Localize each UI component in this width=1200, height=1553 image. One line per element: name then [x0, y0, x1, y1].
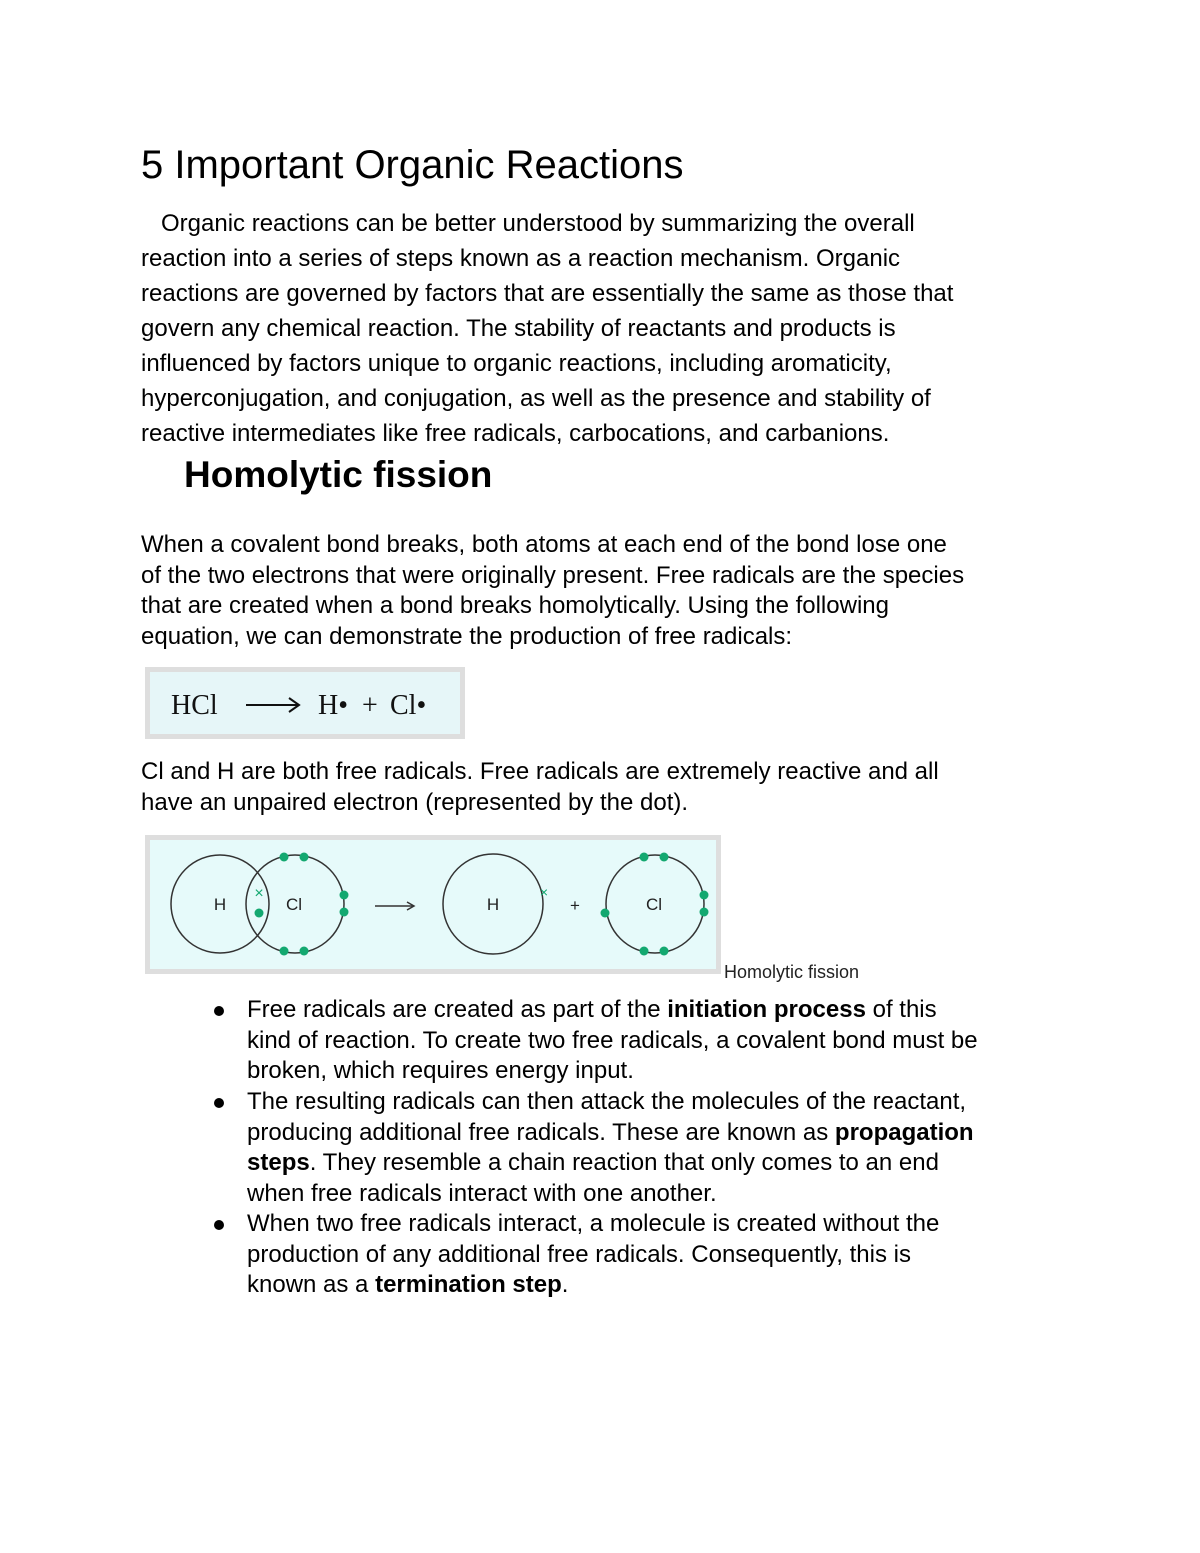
reaction-arrow-icon: [246, 698, 299, 712]
bullet-line: The resulting radicals can then attack the molecules of the reactant,: [247, 1088, 967, 1115]
bold-term: termination step: [375, 1271, 562, 1298]
electron-dot: [700, 908, 709, 917]
paragraph-line: When a covalent bond breaks, both atoms at each end of the bond lose one: [141, 531, 947, 558]
electron-dot: [255, 909, 264, 918]
electron-dots: [255, 853, 709, 956]
bullet-line: production of any additional free radicals. Consequently, this is: [247, 1240, 911, 1268]
electron-dot: [700, 891, 709, 900]
bullet-line: known as a termination step.: [247, 1271, 569, 1298]
homolytic-paragraph: [141, 530, 1141, 652]
electron-dot: [280, 853, 289, 862]
bullet-text: [247, 1087, 1097, 1209]
figure-caption: Homolytic fission: [724, 962, 860, 982]
radicals-paragraph: [141, 757, 1141, 818]
h-atom-label: H: [213, 895, 227, 914]
paragraph-line: of the two electrons that were originally present. Free radicals are the species: [141, 561, 965, 589]
intro-line: reaction into a series of steps known as a reaction mechanism. Organic: [141, 245, 901, 272]
intro-line: hyperconjugation, and conjugation, as well as the presence and stability of: [141, 385, 931, 412]
electron-dot: [640, 853, 649, 862]
intro-line: reactive intermediates like free radicals, carbocations, and carbanions.: [141, 420, 890, 447]
intro-line: Organic reactions can be better understood by summarizing the overall: [141, 210, 915, 237]
paragraph-line: have an unpaired electron (represented by the dot).: [141, 788, 689, 816]
electron-diagram-svg: [150, 840, 716, 969]
bullet-dot-icon: [214, 1220, 224, 1230]
h-radical-label: H: [486, 895, 500, 914]
intro-line: govern any chemical reaction. The stability of reactants and products is: [141, 315, 896, 342]
bullet-dot-icon: [214, 1098, 224, 1108]
shared-electron-cross: ×: [254, 885, 264, 902]
bullet-line: producing additional free radicals. These are known as propagation: [247, 1118, 974, 1146]
electron-dot: [601, 909, 610, 918]
electron-dot: [300, 947, 309, 956]
equation-product-cl: Cl•: [390, 690, 427, 721]
equation-image: [145, 667, 465, 739]
electron-dot: [340, 908, 349, 917]
electron-dot: [300, 853, 309, 862]
electron-dot: [640, 947, 649, 956]
section-heading: Homolytic fission: [184, 454, 493, 495]
document-title: 5 Important Organic Reactions: [141, 143, 684, 187]
bullet-line: steps. They resemble a chain reaction that only comes to an end: [247, 1149, 939, 1176]
bold-term: initiation process: [667, 996, 866, 1023]
h-radical-cross: ×: [539, 884, 549, 900]
bullet-line: kind of reaction. To create two free radicals, a covalent bond must be: [247, 1026, 978, 1054]
intro-line: influenced by factors unique to organic reactions, including aromaticity,: [141, 350, 892, 377]
diagram-plus: +: [570, 896, 580, 915]
electron-dot: [660, 947, 669, 956]
equation-reactant: HCl: [171, 690, 218, 721]
bullet-line: Free radicals are created as part of the initiation process of this: [247, 996, 937, 1023]
electron-dot: [280, 947, 289, 956]
paragraph-line: Cl and H are both free radicals. Free radicals are extremely reactive and all: [141, 758, 939, 785]
bullet-line: when free radicals interact with one another.: [247, 1179, 717, 1207]
intro-line: reactions are governed by factors that are essentially the same as those that: [141, 280, 954, 307]
bold-term: steps: [247, 1149, 310, 1176]
paragraph-line: equation, we can demonstrate the production of free radicals:: [141, 622, 793, 650]
electron-dot: [660, 853, 669, 862]
cl-atom-label: Cl: [285, 895, 303, 914]
bullet-line: When two free radicals interact, a molecule is created without the: [247, 1210, 940, 1237]
equation-product-h: H•: [318, 690, 349, 721]
diagram-arrow-icon: [375, 902, 414, 910]
bullet-dot-icon: [214, 1006, 224, 1016]
intro-paragraph: [141, 206, 1141, 451]
bullet-text: [247, 995, 1097, 1087]
homolytic-fission-diagram: [145, 835, 721, 974]
bullet-line: broken, which requires energy input.: [247, 1057, 634, 1084]
paragraph-line: that are created when a bond breaks homolytically. Using the following: [141, 592, 889, 619]
equation-plus: +: [362, 690, 378, 721]
cl-radical-label: Cl: [645, 895, 663, 914]
bullet-text: [247, 1209, 1097, 1301]
electron-dot: [340, 891, 349, 900]
bold-term: propagation: [834, 1118, 974, 1146]
